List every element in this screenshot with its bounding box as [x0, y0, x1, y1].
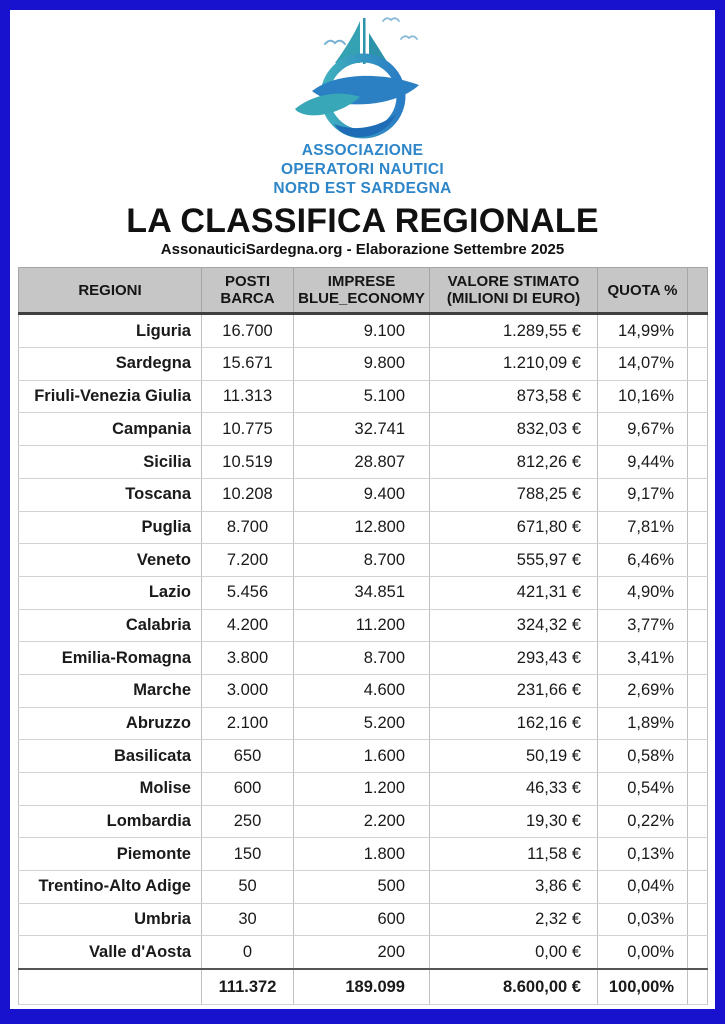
- posti-barca-cell: 16.700: [202, 314, 294, 348]
- imprese-cell: 32.741: [294, 413, 430, 446]
- spacer-cell: [688, 642, 708, 675]
- imprese-cell: 1.800: [294, 838, 430, 871]
- posti-barca-cell: 600: [202, 773, 294, 806]
- logo-block: [10, 12, 715, 199]
- region-cell: Puglia: [19, 511, 202, 544]
- region-cell: Toscana: [19, 478, 202, 511]
- col-header-imprese: [294, 268, 430, 314]
- totals-posti-cell: 111.372: [202, 969, 294, 1005]
- imprese-cell: 1.200: [294, 773, 430, 806]
- table-row: [19, 511, 708, 544]
- table-row: [19, 871, 708, 904]
- valore-cell: 324,32 €: [430, 609, 598, 642]
- spacer-cell: [688, 674, 708, 707]
- association-name-line2: OPERATORI NAUTICI: [281, 160, 444, 178]
- spacer-cell: [688, 413, 708, 446]
- valore-cell: 832,03 €: [430, 413, 598, 446]
- region-cell: Lazio: [19, 576, 202, 609]
- imprese-cell: 11.200: [294, 609, 430, 642]
- region-cell: Marche: [19, 674, 202, 707]
- valore-cell: 1.289,55 €: [430, 314, 598, 348]
- valore-cell: 1.210,09 €: [430, 348, 598, 381]
- valore-cell: 46,33 €: [430, 773, 598, 806]
- table-row: [19, 740, 708, 773]
- association-logo: [287, 12, 439, 140]
- quota-cell: 3,41%: [598, 642, 688, 675]
- imprese-cell: 28.807: [294, 446, 430, 479]
- spacer-cell: [688, 544, 708, 577]
- valore-cell: 2,32 €: [430, 903, 598, 936]
- header-row: [19, 268, 708, 314]
- spacer-cell: [688, 838, 708, 871]
- totals-valore-cell: 8.600,00 €: [430, 969, 598, 1005]
- region-cell: Sardegna: [19, 348, 202, 381]
- table-row: [19, 413, 708, 446]
- col-header-valore-line1: VALORE STIMATO: [447, 273, 580, 291]
- totals-empty-cell: [19, 969, 202, 1005]
- posti-barca-cell: 5.456: [202, 576, 294, 609]
- posti-barca-cell: 10.775: [202, 413, 294, 446]
- quota-cell: 0,58%: [598, 740, 688, 773]
- page-title: LA CLASSIFICA REGIONALE: [126, 201, 599, 240]
- imprese-cell: 1.600: [294, 740, 430, 773]
- imprese-cell: 200: [294, 936, 430, 969]
- region-cell: Lombardia: [19, 805, 202, 838]
- imprese-cell: 8.700: [294, 642, 430, 675]
- valore-cell: 11,58 €: [430, 838, 598, 871]
- quota-cell: 7,81%: [598, 511, 688, 544]
- col-header-valore-line2: (MILIONI DI EURO): [446, 290, 581, 308]
- spacer-cell: [688, 805, 708, 838]
- valore-cell: 421,31 €: [430, 576, 598, 609]
- quota-cell: 2,69%: [598, 674, 688, 707]
- table-row: [19, 642, 708, 675]
- region-cell: Basilicata: [19, 740, 202, 773]
- table-row: [19, 903, 708, 936]
- posti-barca-cell: 250: [202, 805, 294, 838]
- region-cell: Emilia-Romagna: [19, 642, 202, 675]
- imprese-cell: 4.600: [294, 674, 430, 707]
- valore-cell: 19,30 €: [430, 805, 598, 838]
- posti-barca-cell: 30: [202, 903, 294, 936]
- table-row: [19, 936, 708, 969]
- valore-cell: 293,43 €: [430, 642, 598, 675]
- posti-barca-cell: 50: [202, 871, 294, 904]
- col-header-posti-line1: POSTI: [224, 273, 270, 291]
- totals-quota-cell: 100,00%: [598, 969, 688, 1005]
- valore-cell: 50,19 €: [430, 740, 598, 773]
- posti-barca-cell: 0: [202, 936, 294, 969]
- posti-barca-cell: 3.000: [202, 674, 294, 707]
- page-subtitle: AssonauticiSardegna.org - Elaborazione Settembre 2025: [160, 241, 565, 259]
- spacer-cell: [688, 903, 708, 936]
- quota-cell: 0,54%: [598, 773, 688, 806]
- posti-barca-cell: 15.671: [202, 348, 294, 381]
- table-body: [19, 314, 708, 969]
- imprese-cell: 600: [294, 903, 430, 936]
- spacer-cell: [688, 380, 708, 413]
- col-header-imprese-line2: BLUE_ECONOMY: [298, 290, 425, 308]
- table-row: [19, 348, 708, 381]
- valore-cell: 555,97 €: [430, 544, 598, 577]
- valore-cell: 788,25 €: [430, 478, 598, 511]
- region-cell: Calabria: [19, 609, 202, 642]
- spacer-cell: [688, 478, 708, 511]
- posti-barca-cell: 8.700: [202, 511, 294, 544]
- quota-cell: 3,77%: [598, 609, 688, 642]
- totals-imprese-cell: 189.099: [294, 969, 430, 1005]
- quota-cell: 0,04%: [598, 871, 688, 904]
- quota-cell: 14,07%: [598, 348, 688, 381]
- posti-barca-cell: 650: [202, 740, 294, 773]
- imprese-cell: 9.100: [294, 314, 430, 348]
- region-cell: Veneto: [19, 544, 202, 577]
- posti-barca-cell: 3.800: [202, 642, 294, 675]
- col-header-posti-line2: BARCA: [220, 290, 275, 308]
- association-name-line1: ASSOCIAZIONE: [301, 142, 424, 159]
- posti-barca-cell: 7.200: [202, 544, 294, 577]
- quota-cell: 9,44%: [598, 446, 688, 479]
- spacer-cell: [688, 740, 708, 773]
- imprese-cell: 2.200: [294, 805, 430, 838]
- posti-barca-cell: 150: [202, 838, 294, 871]
- valore-cell: 3,86 €: [430, 871, 598, 904]
- quota-cell: 0,00%: [598, 936, 688, 969]
- quota-cell: 1,89%: [598, 707, 688, 740]
- table-row: [19, 707, 708, 740]
- spacer-cell: [688, 314, 708, 348]
- table-row: [19, 838, 708, 871]
- col-header-spacer: [688, 268, 708, 314]
- region-cell: Abruzzo: [19, 707, 202, 740]
- valore-cell: 162,16 €: [430, 707, 598, 740]
- spacer-cell: [688, 511, 708, 544]
- region-cell: Umbria: [19, 903, 202, 936]
- col-header-valore: [430, 268, 598, 314]
- table-row: [19, 773, 708, 806]
- spacer-cell: [688, 348, 708, 381]
- association-name-line3: NORD EST SARDEGNA: [273, 179, 452, 197]
- region-cell: Molise: [19, 773, 202, 806]
- table-header: [19, 268, 708, 314]
- valore-cell: 0,00 €: [430, 936, 598, 969]
- region-cell: Valle d'Aosta: [19, 936, 202, 969]
- imprese-cell: 8.700: [294, 544, 430, 577]
- valore-cell: 873,58 €: [430, 380, 598, 413]
- imprese-cell: 5.200: [294, 707, 430, 740]
- posti-barca-cell: 11.313: [202, 380, 294, 413]
- imprese-cell: 12.800: [294, 511, 430, 544]
- table-row: [19, 576, 708, 609]
- posti-barca-cell: 10.519: [202, 446, 294, 479]
- region-cell: Piemonte: [19, 838, 202, 871]
- imprese-cell: 34.851: [294, 576, 430, 609]
- posti-barca-cell: 4.200: [202, 609, 294, 642]
- table-row: [19, 544, 708, 577]
- quota-cell: 4,90%: [598, 576, 688, 609]
- ranking-table: [18, 267, 708, 1005]
- spacer-cell: [688, 707, 708, 740]
- table-row: [19, 674, 708, 707]
- valore-cell: 231,66 €: [430, 674, 598, 707]
- table-row: [19, 446, 708, 479]
- spacer-cell: [688, 871, 708, 904]
- region-cell: Trentino-Alto Adige: [19, 871, 202, 904]
- posti-barca-cell: 10.208: [202, 478, 294, 511]
- table-footer: [19, 969, 708, 1005]
- col-header-posti-barca: [202, 268, 294, 314]
- spacer-cell: [688, 609, 708, 642]
- col-header-quota: QUOTA %: [598, 268, 688, 314]
- table-row: [19, 478, 708, 511]
- totals-spacer-cell: [688, 969, 708, 1005]
- spacer-cell: [688, 936, 708, 969]
- quota-cell: 10,16%: [598, 380, 688, 413]
- imprese-cell: 5.100: [294, 380, 430, 413]
- table-row: [19, 805, 708, 838]
- spacer-cell: [688, 446, 708, 479]
- spacer-cell: [688, 576, 708, 609]
- quota-cell: 0,03%: [598, 903, 688, 936]
- imprese-cell: 9.800: [294, 348, 430, 381]
- region-cell: Liguria: [19, 314, 202, 348]
- region-cell: Friuli-Venezia Giulia: [19, 380, 202, 413]
- totals-row: [19, 969, 708, 1005]
- region-cell: Campania: [19, 413, 202, 446]
- quota-cell: 0,22%: [598, 805, 688, 838]
- col-header-imprese-line1: IMPRESE: [327, 273, 396, 291]
- imprese-cell: 9.400: [294, 478, 430, 511]
- spacer-cell: [688, 773, 708, 806]
- quota-cell: 9,17%: [598, 478, 688, 511]
- table-row: [19, 314, 708, 348]
- region-cell: Sicilia: [19, 446, 202, 479]
- valore-cell: 671,80 €: [430, 511, 598, 544]
- quota-cell: 14,99%: [598, 314, 688, 348]
- quota-cell: 9,67%: [598, 413, 688, 446]
- quota-cell: 0,13%: [598, 838, 688, 871]
- imprese-cell: 500: [294, 871, 430, 904]
- quota-cell: 6,46%: [598, 544, 688, 577]
- col-header-regioni: REGIONI: [19, 268, 202, 314]
- posti-barca-cell: 2.100: [202, 707, 294, 740]
- valore-cell: 812,26 €: [430, 446, 598, 479]
- table-row: [19, 609, 708, 642]
- table-row: [19, 380, 708, 413]
- association-name: [10, 142, 715, 199]
